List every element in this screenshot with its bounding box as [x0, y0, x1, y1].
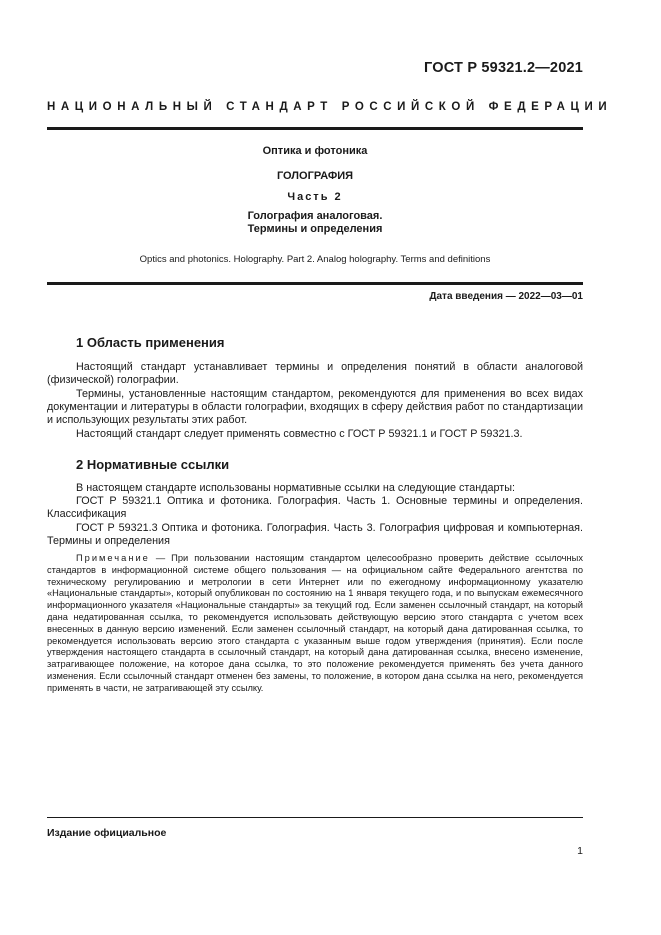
title-divider	[47, 282, 583, 285]
note-text: — При пользовании настоящим стандартом целесообразно проверить действие ссылочных стандартов в информационной системе общего пользования — на официальном сайте Федерального агентства по техническому регулированию и метрологии в сети Интернет или по ежегодному информационному указателю «Национальные стандарты», который опубликован по состоянию на 1 января текущего года, и по выпускам ежемесячного информационного указателя «Национальные стандарты» за текущий год. Если заменен ссылочный стандарт, на который дана недатированная ссылка, то рекомендуется использовать действующую версию этого стандарта с учетом всех внесенных в данную версию изменений. Если заменен ссылочный стандарт, на который дана датированная ссылка, то рекомендуется использовать версию этого стандарта с указанным выше годом утверждения (принятия). Если после утверждения настоящего стандарта в ссылочный стандарт, на который дана датированная ссылка, внесено изменение, затрагивающее положение, на которое дана ссылка, то это положение рекомендуется применять без учета данного изменения. Если ссылочный стандарт отменен без замены, то положение, в котором дана ссылка на него, рекомендуется применять в части, не затрагивающей эту ссылку.	[47, 553, 583, 693]
paragraph-text: ГОСТ Р 59321.1 Оптика и фотоника. Голография. Часть 1. Основные термины и определения. Классификация	[47, 495, 583, 520]
subject-title: Оптика и фотоника	[262, 145, 368, 157]
section-1-heading: 1 Область применения	[76, 335, 225, 350]
subtitle-line-1: Голография аналоговая.	[247, 210, 383, 222]
official-edition-label: Издание официальное	[47, 827, 167, 839]
paragraph-text: В настоящем стандарте использованы нормативные ссылки на следующие стандарты:	[76, 482, 515, 494]
section-2-heading: 2 Нормативные ссылки	[76, 457, 230, 472]
top-divider	[47, 127, 583, 130]
subtitle-line-2: Термины и определения	[247, 223, 383, 235]
note-label: Примечание	[76, 553, 150, 563]
national-standard-banner: НАЦИОНАЛЬНЫЙ СТАНДАРТ РОССИЙСКОЙ ФЕДЕРАЦИИ	[47, 101, 613, 113]
page-number: 1	[577, 845, 583, 857]
section-1-paragraph-1	[47, 361, 583, 387]
paragraph-text: Настоящий стандарт устанавливает термины и определения понятий в области аналоговой (физической) голографии.	[47, 361, 583, 386]
section-1-paragraph-3	[47, 428, 583, 441]
paragraph-text: ГОСТ Р 59321.3 Оптика и фотоника. Голография. Часть 3. Голография цифровая и компьютерная. Термины и определения	[47, 522, 583, 547]
main-title: ГОЛОГРАФИЯ	[276, 170, 354, 182]
normative-reference-1	[47, 495, 583, 521]
english-title: Optics and photonics. Holography. Part 2. Analog holography. Terms and definitions	[139, 254, 491, 265]
footer-divider	[47, 817, 583, 818]
note-block	[47, 553, 583, 695]
paragraph-text: Настоящий стандарт следует применять совместно с ГОСТ Р 59321.1 и ГОСТ Р 59321.3.	[76, 428, 523, 440]
part-label: Часть 2	[287, 191, 343, 203]
document-code: ГОСТ Р 59321.2—2021	[424, 60, 583, 76]
section-2-paragraph-1	[47, 482, 583, 495]
section-1-paragraph-2	[47, 388, 583, 427]
paragraph-text: Термины, установленные настоящим стандартом, рекомендуются для применения во всех видах документации и литературы в области голографии, входящих в сферу действия работ по стандартизации и использующих результаты этих работ.	[47, 388, 583, 426]
normative-reference-2	[47, 522, 583, 548]
introduction-date: Дата введения — 2022—03—01	[429, 291, 583, 302]
